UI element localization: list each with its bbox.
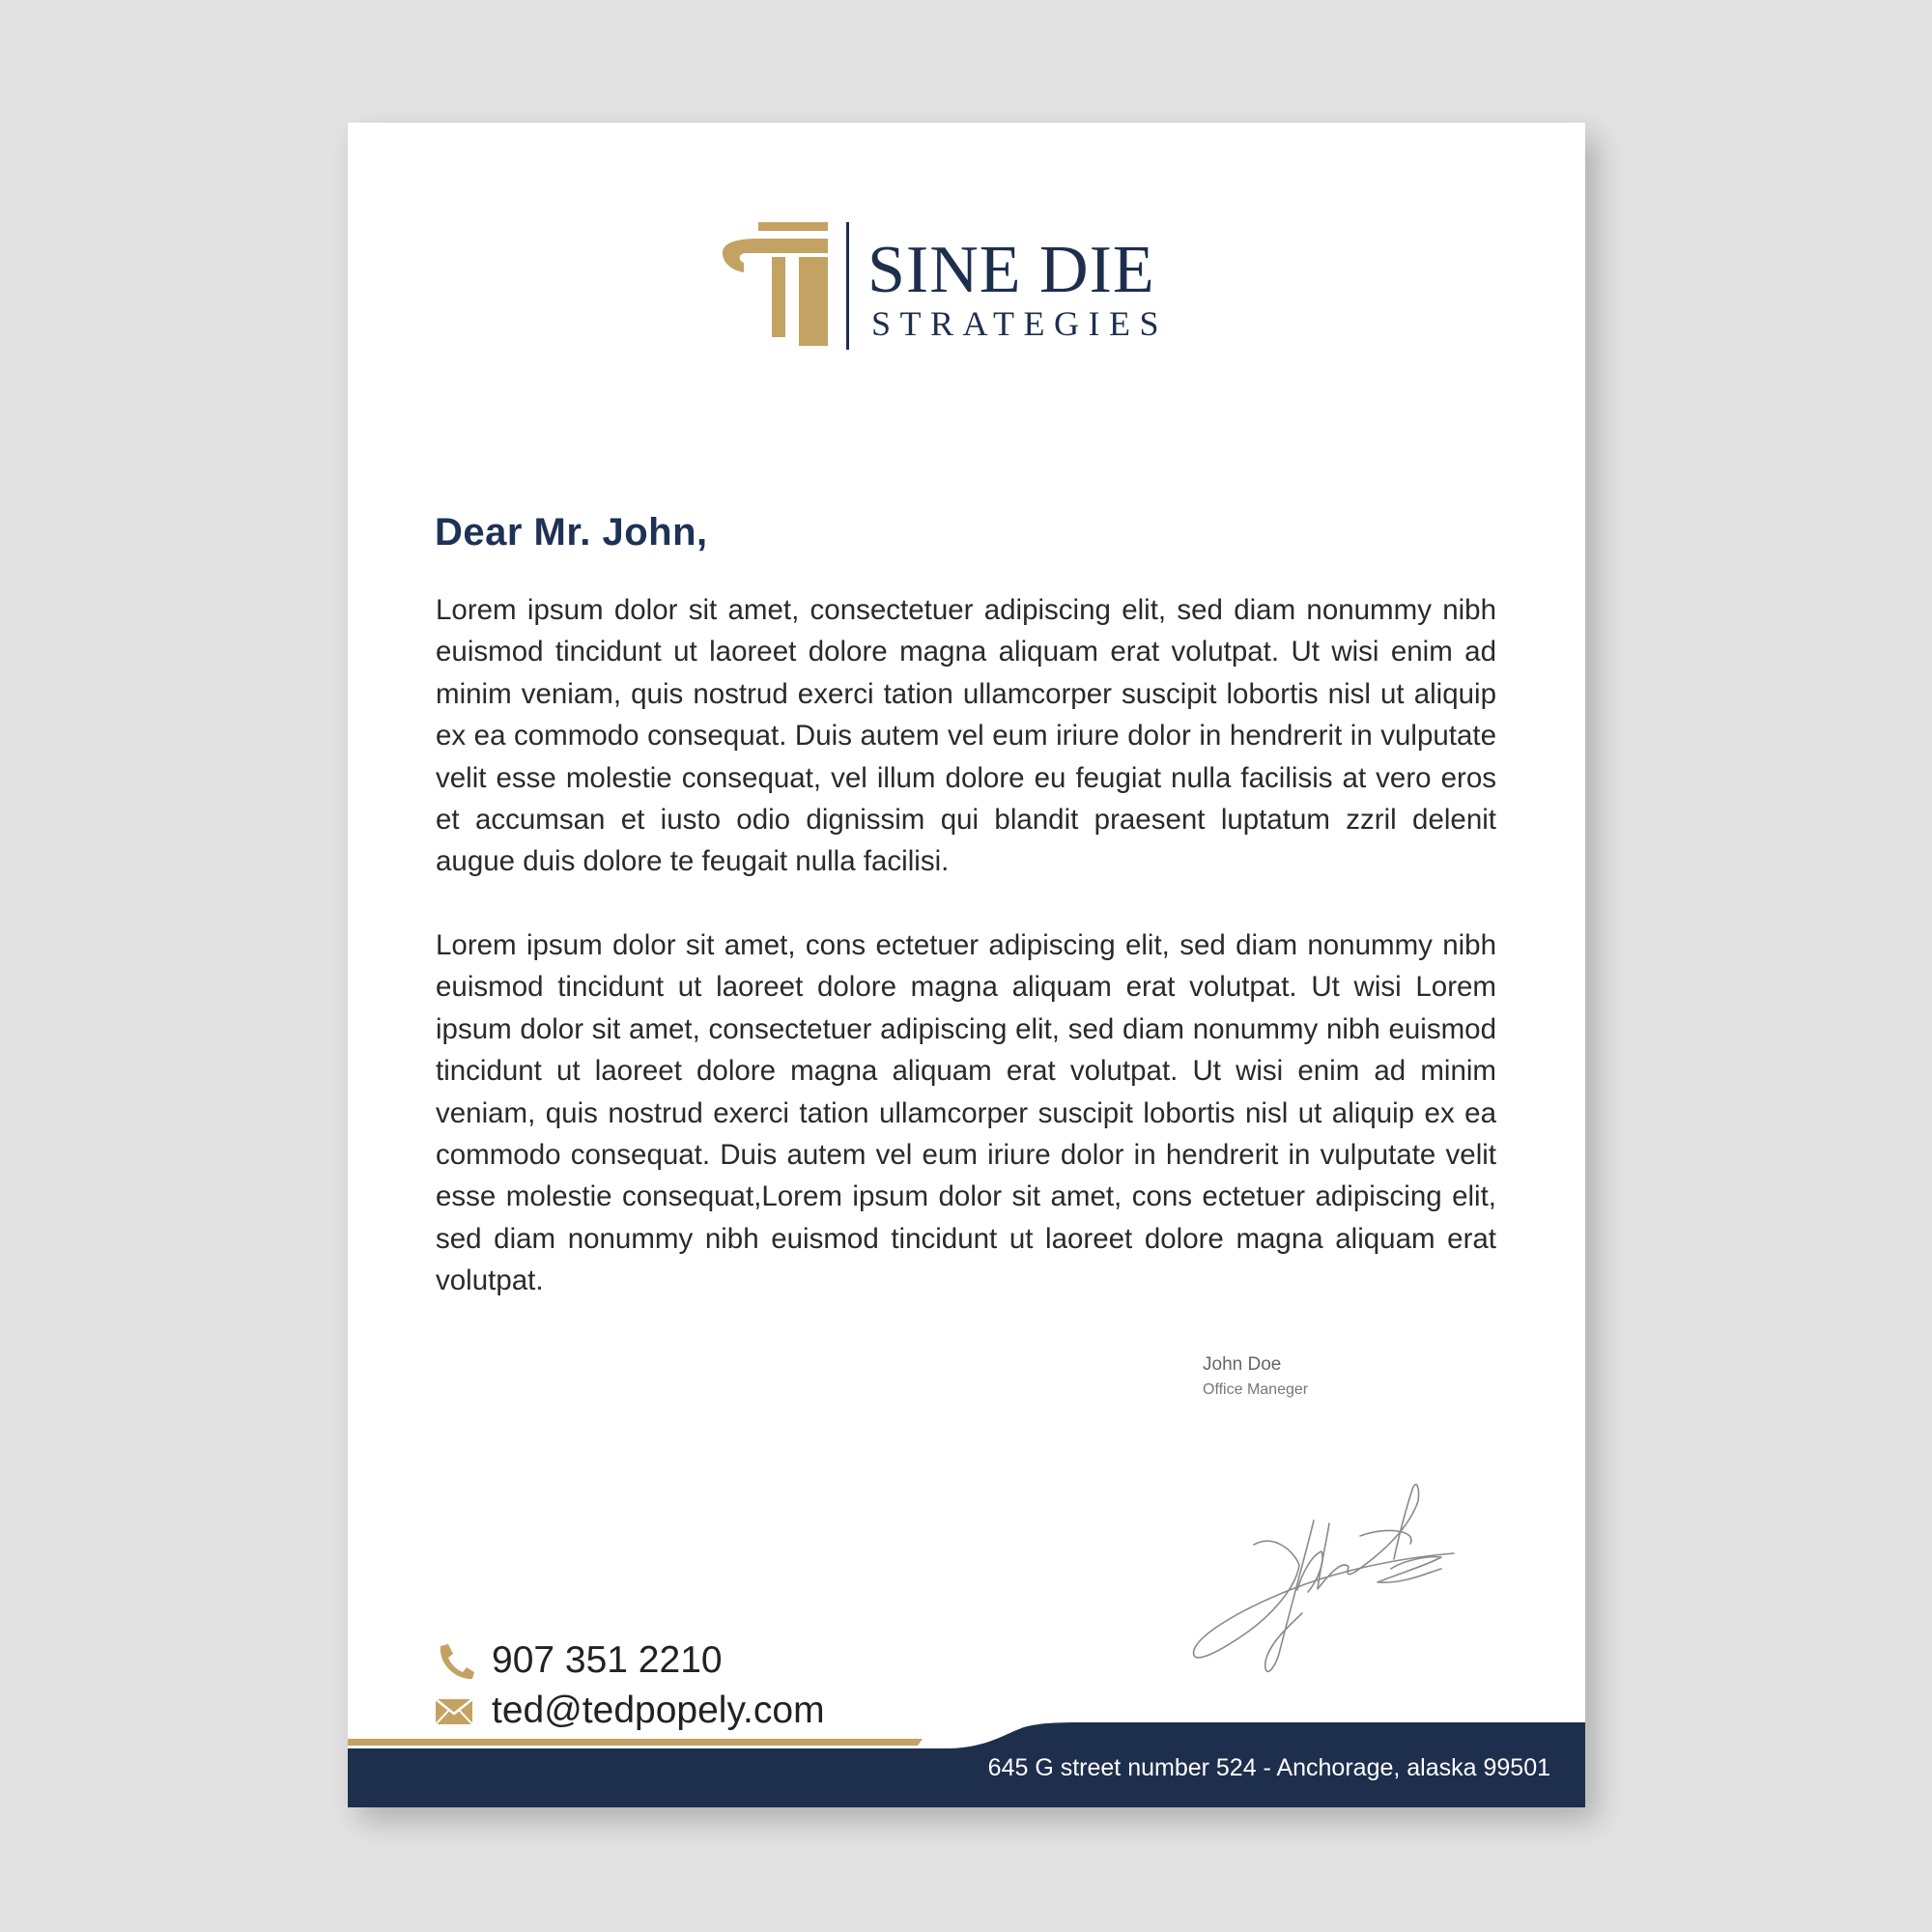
- letter-paragraph: Lorem ipsum dolor sit amet, consectetuer adipiscing elit, sed diam nonummy nibh euismod tincidunt ut laoreet dolore magna aliquam erat volutpat. Ut wisi enim ad minim veniam, quis nostrud exerci tation ullamcorper suscipit lobortis nisl ut aliquip ex ea commodo consequat. Duis autem vel eum iriure dolor in hendrerit in vulputate velit esse molestie consequat, vel illum dolore eu feugiat nulla facilisis at vero eros et accumsan et iusto odio dignissim qui blandit praesent luptatum zzril delenit augue duis dolore te feugait nulla facilisi.: [436, 594, 1496, 878]
- email-address: ted@tedpopely.com: [492, 1690, 825, 1731]
- logo-divider: [846, 222, 849, 350]
- footer-address: 645 G street number 524 - Anchorage, alaska 99501: [987, 1754, 1550, 1781]
- company-logo: [720, 219, 1183, 355]
- signatory-name: John Doe: [1203, 1354, 1282, 1375]
- handwritten-signature: [1188, 1354, 1507, 1692]
- phone-number: 907 351 2210: [492, 1639, 723, 1681]
- letterhead-page: [348, 123, 1585, 1807]
- letter-paragraph: Lorem ipsum dolor sit amet, cons ectetuer adipiscing elit, sed diam nonummy nibh euismod tincidunt ut laoreet dolore magna aliquam erat volutpat. Ut wisi Lorem ipsum dolor sit amet, consectetuer adipiscing elit, sed diam nonummy nibh euismod tincidunt ut laoreet dolore magna aliquam erat volutpat. Ut wisi enim ad minim veniam, quis nostrud exerci tation ullamcorper suscipit lobortis nisl ut aliquip ex ea commodo consequat. Duis autem vel eum iriure dolor in hendrerit in vulputate velit esse molestie consequat,Lorem ipsum dolor sit amet, cons ectetuer adipiscing elit, sed diam nonummy nibh euismod tincidunt ut laoreet dolore magna aliquam erat volutpat.: [436, 929, 1496, 1297]
- company-subtitle: STRATEGIES: [871, 304, 1169, 343]
- column-logo-icon: [720, 219, 831, 355]
- signatory-title: Office Maneger: [1203, 1381, 1309, 1398]
- company-name: SINE DIE: [867, 233, 1155, 307]
- letter-greeting: Dear Mr. John,: [435, 511, 708, 554]
- phone-icon: [435, 1643, 475, 1680]
